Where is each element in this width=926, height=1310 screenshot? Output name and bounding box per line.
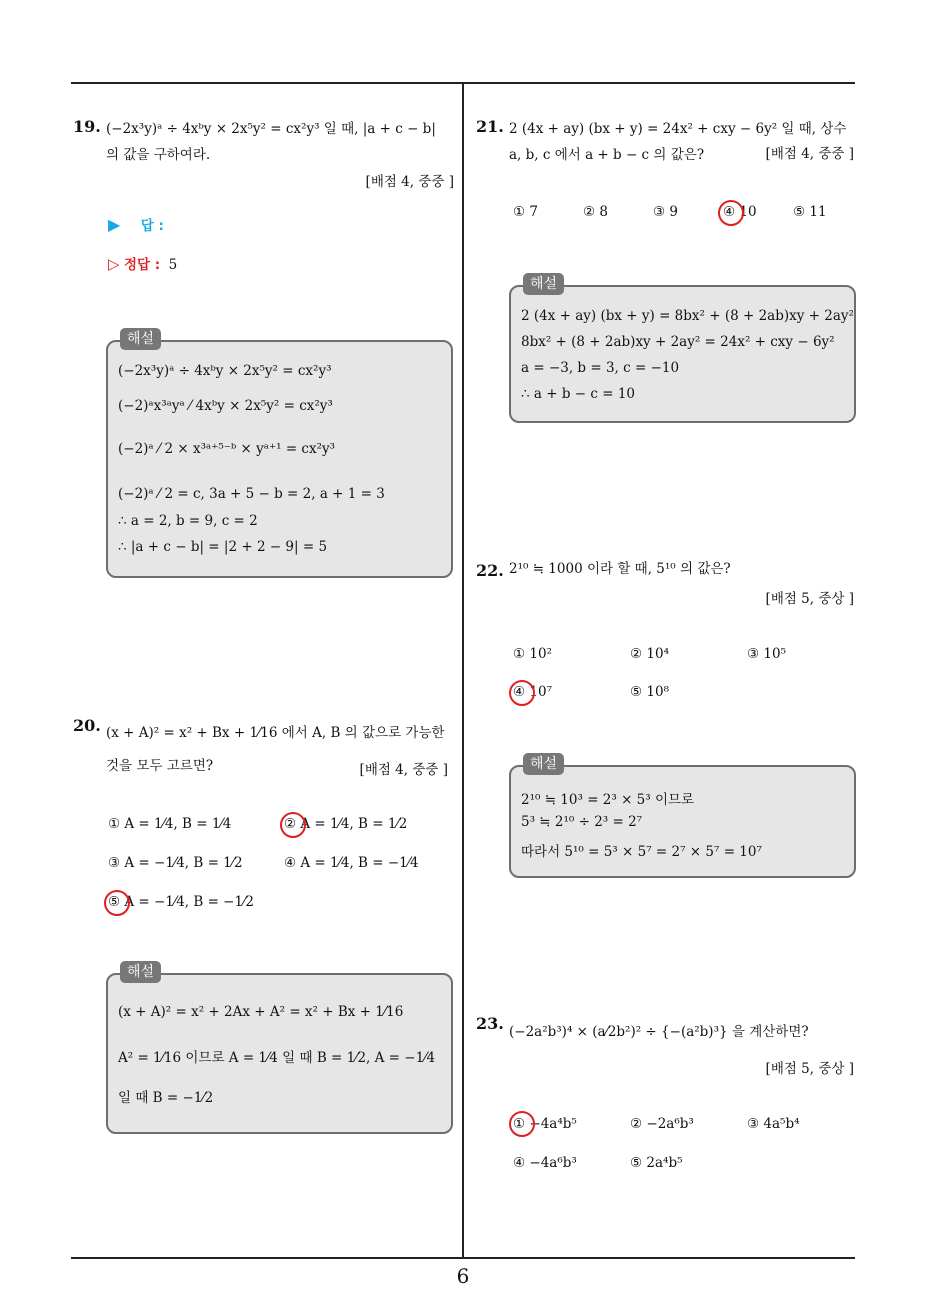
answer-mark-circle	[280, 812, 306, 838]
difficulty-21: [배점 4, 중중 ]	[765, 146, 854, 162]
solution-20-line2: A² = 1⁄16 이므로 A = 1⁄4 일 때 B = 1⁄2, A = −1⁄4	[118, 1050, 436, 1066]
answer-row	[108, 214, 164, 234]
question-19-line2: 의 값을 구하여라.	[106, 147, 211, 163]
choice-22-4[interactable]: ④ 10⁷	[513, 684, 552, 700]
answer-mark-circle	[509, 1111, 535, 1137]
correct-answer-row	[108, 253, 177, 273]
solution-19-line6: ∴ |a + c − b| = |2 + 2 − 9| = 5	[118, 539, 328, 555]
difficulty-23: [배점 5, 중상 ]	[765, 1061, 854, 1077]
solution-21-line4: ∴ a + b − c = 10	[521, 386, 635, 402]
answer-label: 답 :	[140, 218, 164, 234]
choice-23-2[interactable]: ② −2a⁶b³	[630, 1116, 694, 1132]
choice-22-2[interactable]: ② 10⁴	[630, 646, 669, 662]
solution-tag-21: 해설	[523, 273, 564, 295]
choice-23-5[interactable]: ⑤ 2a⁴b⁵	[630, 1155, 683, 1171]
solution-20-line3: 일 때 B = −1⁄2	[118, 1090, 214, 1106]
column-divider	[462, 84, 464, 1259]
solution-tag-22: 해설	[523, 753, 564, 775]
solution-20-line1: (x + A)² = x² + 2Ax + A² = x² + Bx + 1⁄16	[118, 1004, 404, 1020]
choice-22-1[interactable]: ① 10²	[513, 646, 552, 662]
solution-19-line2: (−2)ᵃx³ᵃyᵃ ⁄ 4xᵇy × 2x⁵y² = cx²y³	[118, 398, 333, 414]
question-number-22: 22.	[476, 561, 504, 580]
choice-20-2[interactable]: ② A = 1⁄4, B = 1⁄2	[284, 816, 408, 832]
question-20-text	[106, 720, 456, 746]
solution-22-line3: 따라서 5¹⁰ = 5³ × 5⁷ = 2⁷ × 5⁷ = 10⁷	[521, 844, 762, 860]
solution-19-line5: ∴ a = 2, b = 9, c = 2	[118, 513, 258, 529]
solution-box-21	[509, 285, 856, 423]
question-number-20: 20.	[73, 716, 101, 735]
choice-22-3[interactable]: ③ 10⁵	[747, 646, 786, 662]
choice-21-5[interactable]: ⑤ 11	[793, 204, 827, 220]
question-number-21: 21.	[476, 117, 504, 136]
difficulty-22: [배점 5, 중상 ]	[765, 591, 854, 607]
solution-tag-19: 해설	[120, 328, 161, 350]
question-22-line1: 2¹⁰ ≒ 1000 이라 할 때, 5¹⁰ 의 값은?	[509, 561, 731, 577]
choice-20-3[interactable]: ③ A = −1⁄4, B = 1⁄2	[108, 855, 243, 871]
solution-19-line3: (−2)ᵃ ⁄ 2 × x³ᵃ⁺⁵⁻ᵇ × yᵃ⁺¹ = cx²y³	[118, 441, 336, 457]
choice-20-1[interactable]: ① A = 1⁄4, B = 1⁄4	[108, 816, 232, 832]
question-number-23: 23.	[476, 1014, 504, 1033]
choice-21-2[interactable]: ② 8	[583, 204, 608, 220]
solution-22-line2: 5³ ≒ 2¹⁰ ÷ 2³ = 2⁷	[521, 814, 643, 830]
choice-21-4[interactable]: ④ 10	[723, 204, 757, 220]
question-21-line1: 2 (4x + ay) (bx + y) = 24x² + cxy − 6y² 일 때, 상수	[509, 121, 847, 137]
choice-22-5[interactable]: ⑤ 10⁸	[630, 684, 669, 700]
answer-mark-circle	[104, 890, 130, 916]
solution-19-line4: (−2)ᵃ ⁄ 2 = c, 3a + 5 − b = 2, a + 1 = 3	[118, 486, 385, 502]
solution-tag-20: 해설	[120, 961, 161, 983]
choice-21-3[interactable]: ③ 9	[653, 204, 678, 220]
choice-23-3[interactable]: ③ 4a⁵b⁴	[747, 1116, 800, 1132]
choice-20-4[interactable]: ④ A = 1⁄4, B = −1⁄4	[284, 855, 419, 871]
play-arrow-icon: ▶	[108, 215, 121, 234]
solution-21-line2: 8bx² + (8 + 2ab)xy + 2ay² = 24x² + cxy − 6y²	[521, 334, 835, 350]
question-21-line2: a, b, c 에서 a + b − c 의 값은?	[509, 147, 705, 163]
answer-mark-circle	[718, 200, 744, 226]
question-20-line1: (x + A)² = x² + Bx + 1⁄16 에서 A, B 의 값으로 가능한	[106, 725, 445, 741]
question-23-line1: (−2a²b³)⁴ × (a⁄2b²)² ÷ {−(a²b)³} 을 계산하면?	[509, 1024, 809, 1040]
choice-20-5[interactable]: ⑤ A = −1⁄4, B = −1⁄2	[108, 894, 254, 910]
solution-21-line3: a = −3, b = 3, c = −10	[521, 360, 680, 376]
question-19-line1: (−2x³y)ᵃ ÷ 4xᵇy × 2x⁵y² = cx²y³ 일 때, |a + c − b|	[106, 121, 436, 137]
question-19-text	[106, 116, 456, 168]
solution-22-line1: 2¹⁰ ≒ 10³ = 2³ × 5³ 이므로	[521, 792, 695, 808]
difficulty-20: [배점 4, 중중 ]	[359, 762, 448, 778]
answer-mark-circle	[509, 680, 535, 706]
choice-21-1[interactable]: ① 7	[513, 204, 538, 220]
choice-23-4[interactable]: ④ −4a⁶b³	[513, 1155, 577, 1171]
bottom-rule	[71, 1257, 855, 1259]
outline-arrow-icon: ▷	[108, 255, 120, 273]
difficulty-19: [배점 4, 중중 ]	[365, 174, 454, 190]
correct-answer-value: 5	[168, 257, 178, 273]
solution-19-line1: (−2x³y)ᵃ ÷ 4xᵇy × 2x⁵y² = cx²y³	[118, 363, 332, 379]
correct-answer-label: 정답 :	[124, 257, 161, 273]
page-number: 6	[456, 1264, 470, 1288]
question-number-19: 19.	[73, 117, 101, 136]
question-20-line2: 것을 모두 고르면?	[106, 758, 214, 774]
solution-21-line1: 2 (4x + ay) (bx + y) = 8bx² + (8 + 2ab)xy + 2ay²	[521, 308, 854, 324]
choice-23-1[interactable]: ① −4a⁴b⁵	[513, 1116, 577, 1132]
